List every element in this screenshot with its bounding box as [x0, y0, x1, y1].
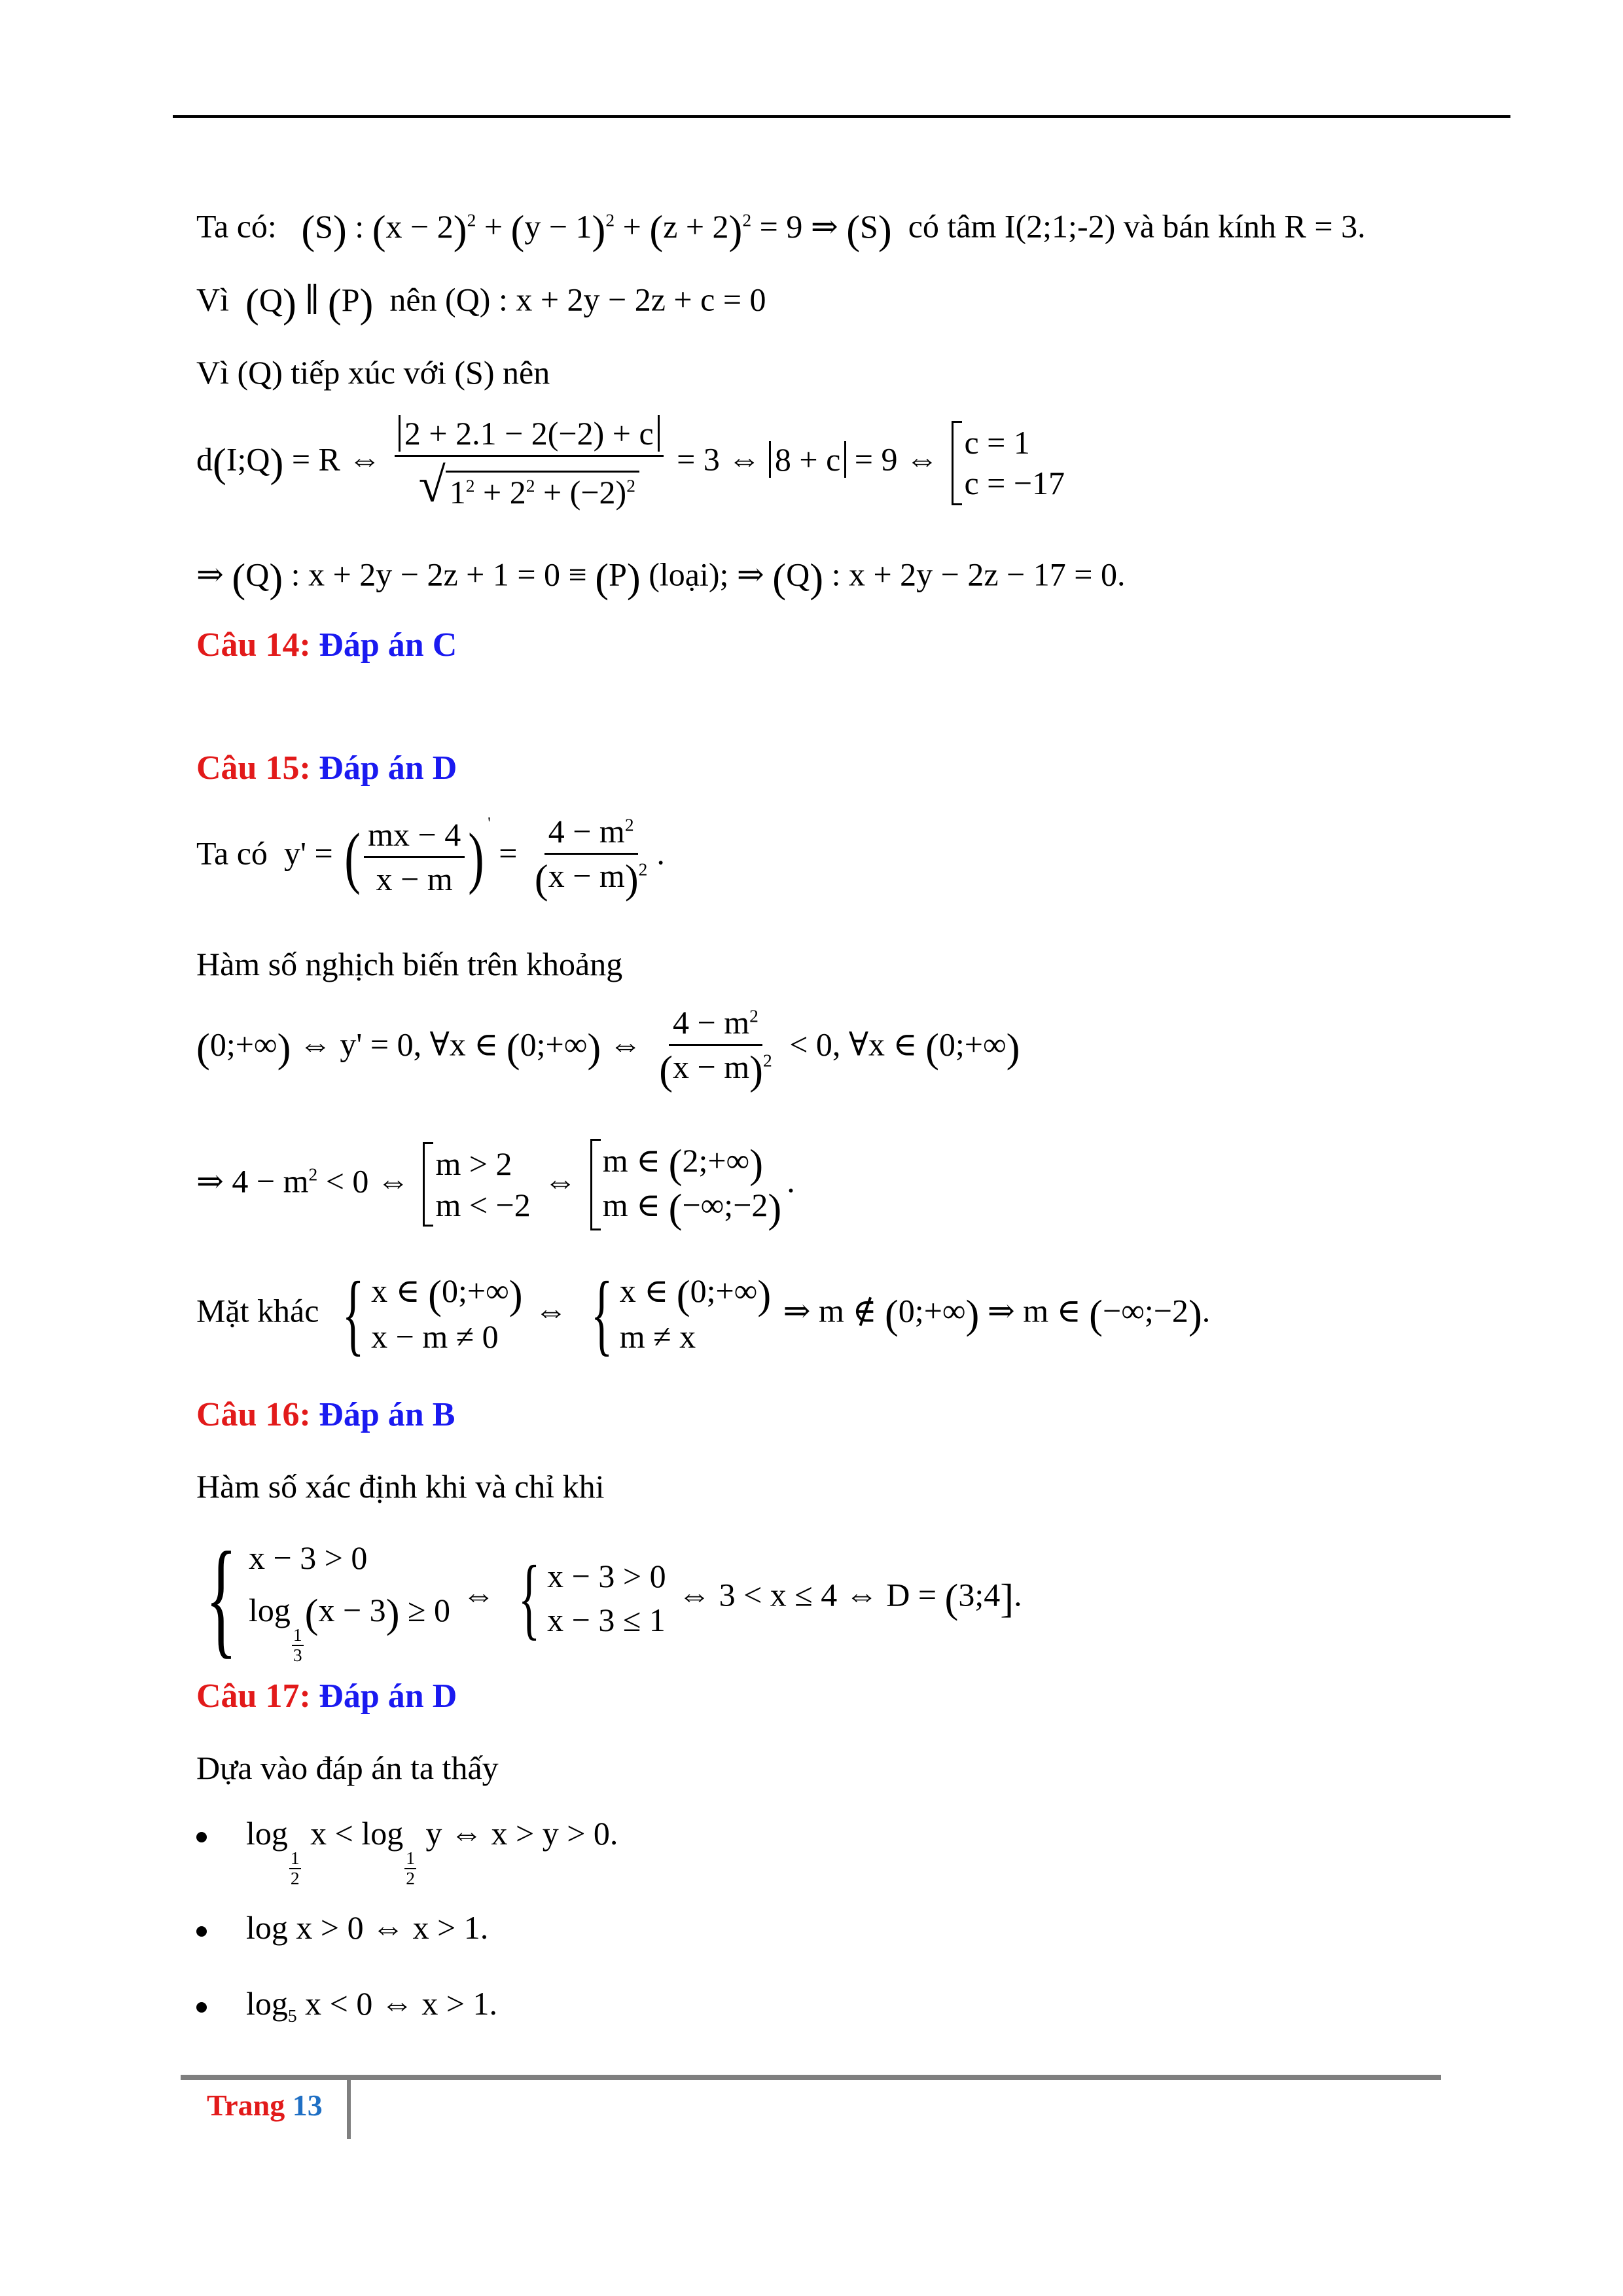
header-rule — [173, 115, 1510, 118]
page-word: Trang — [207, 2089, 285, 2122]
answer-16-label: Đáp án B — [319, 1396, 455, 1433]
derivative-line: Ta có y' = ( $\frac{mx - 4}{x - m}$ ) ' = $\frac{4 - m^2}{(x - m)^2}$ . — [196, 813, 665, 902]
answer-14 — [196, 628, 457, 662]
footer-divider — [347, 2080, 351, 2139]
footer-rule — [181, 2075, 1441, 2080]
formula-q-equation: (Q) : x + 2y − 2z + c = 0 — [445, 281, 766, 318]
bullet-item-2: log x > 0 ⇔ x > 1. — [196, 1911, 488, 1944]
distance-fraction: 2 + 2.1 − 2(−2) + c √ $1^2 + 2^2 + (-2)^2$ — [395, 416, 664, 510]
parallel-plane-line — [196, 280, 766, 326]
answer-17 — [196, 1679, 457, 1713]
text-ta-co-2: Ta có — [196, 834, 268, 872]
text-nen: nên — [389, 281, 437, 318]
text-loai: (loại); — [649, 556, 729, 593]
answer-14-label: Đáp án C — [319, 626, 457, 664]
bullet-icon — [196, 2002, 207, 2013]
sphere-equation-line — [196, 209, 1366, 251]
bullet-item-3: $\log_5 x < 0$ ⇔ x > 1. — [196, 1987, 497, 2025]
answer-17-label: Đáp án D — [319, 1677, 457, 1715]
domain-text-line: Hàm số xác định khi và chỉ khi — [196, 1468, 605, 1505]
domain-condition-line: Mặt khác { x ∈ (0;+∞) x − m ≠ 0 ⇔ { x ∈ (0;+∞) m ≠ x ⇒ m ∉ (0;+∞) ⇒ m ∈ (−∞;−2). — [196, 1263, 1211, 1365]
plane-result-line: ⇒ (Q) : x + 2y − 2z + 1 = 0 ≡ (P) (loại); ⇒ (Q) : x + 2y − 2z − 17 = 0. — [196, 555, 1126, 601]
page-number — [207, 2088, 323, 2123]
text-vi: Vì — [196, 281, 229, 318]
formula-sphere: (S) : $(x - 2)^2 + (y - 1)^2 + (z + 2)^2 = 9$ ⇒ (S) — [301, 207, 892, 253]
answer-16-number: Câu 16: — [196, 1396, 311, 1433]
c-solutions-bracket: c = 1 c = −17 — [952, 421, 1065, 505]
m-condition-line: ⇒ $4 - m^2 < 0$ ⇔ m > 2 m < −2 ⇔ m ∈ (2;+∞) m ∈ (−∞;−2) . — [196, 1139, 795, 1230]
distance-formula-line: d(I;Q) = R ⇔ 2 + 2.1 − 2(−2) + c √ $1^2 + 2^2 + (-2)^2$ = 3 ⇔ 8 + c = 9 ⇔ c = 1 c = −17 — [196, 415, 1065, 512]
bullet-item-1: log $\frac{1}{2}$ x < log $\frac{1}{2}$ y ⇔ x > y > 0. — [196, 1817, 618, 1888]
text-ta-co: Ta có: — [196, 207, 277, 245]
observation-line: Dựa vào đáp án ta thấy — [196, 1749, 499, 1786]
tangent-condition-line: Vì (Q) tiếp xúc với (S) nên — [196, 354, 550, 391]
bullet-icon — [196, 1926, 207, 1937]
answer-15-number: Câu 15: — [196, 749, 311, 787]
answer-15-label: Đáp án D — [319, 749, 457, 787]
text-center-radius: có tâm I(2;1;-2) và bán kính R = 3. — [908, 207, 1366, 245]
answer-15 — [196, 751, 457, 785]
formula-q-parallel-p: (Q) ∥ (P) — [245, 280, 374, 326]
answer-17-number: Câu 17: — [196, 1677, 311, 1715]
decreasing-condition-line: (0;+∞) ⇔ y' = 0, ∀x ∈ (0;+∞) ⇔ $\frac{4 - m^2}{(x - m)^2}$ < 0, ∀x ∈ (0;+∞) — [196, 1004, 1020, 1093]
decreasing-interval-line: Hàm số nghịch biến trên khoảng — [196, 946, 623, 982]
bullet-icon — [196, 1832, 207, 1842]
page-num: 13 — [292, 2089, 323, 2122]
answer-16 — [196, 1398, 455, 1432]
text-mat-khac: Mặt khác — [196, 1292, 319, 1329]
log-system-line: { x − 3 > 0 log $\frac{1}{3}$ (x − 3) ≥ 0 ⇔ { x − 3 > 0 x − 3 ≤ 1 ⇔ 3 < x ≤ 4 ⇔ D = (3;4]. — [205, 1526, 1022, 1670]
answer-14-number: Câu 14: — [196, 626, 311, 664]
